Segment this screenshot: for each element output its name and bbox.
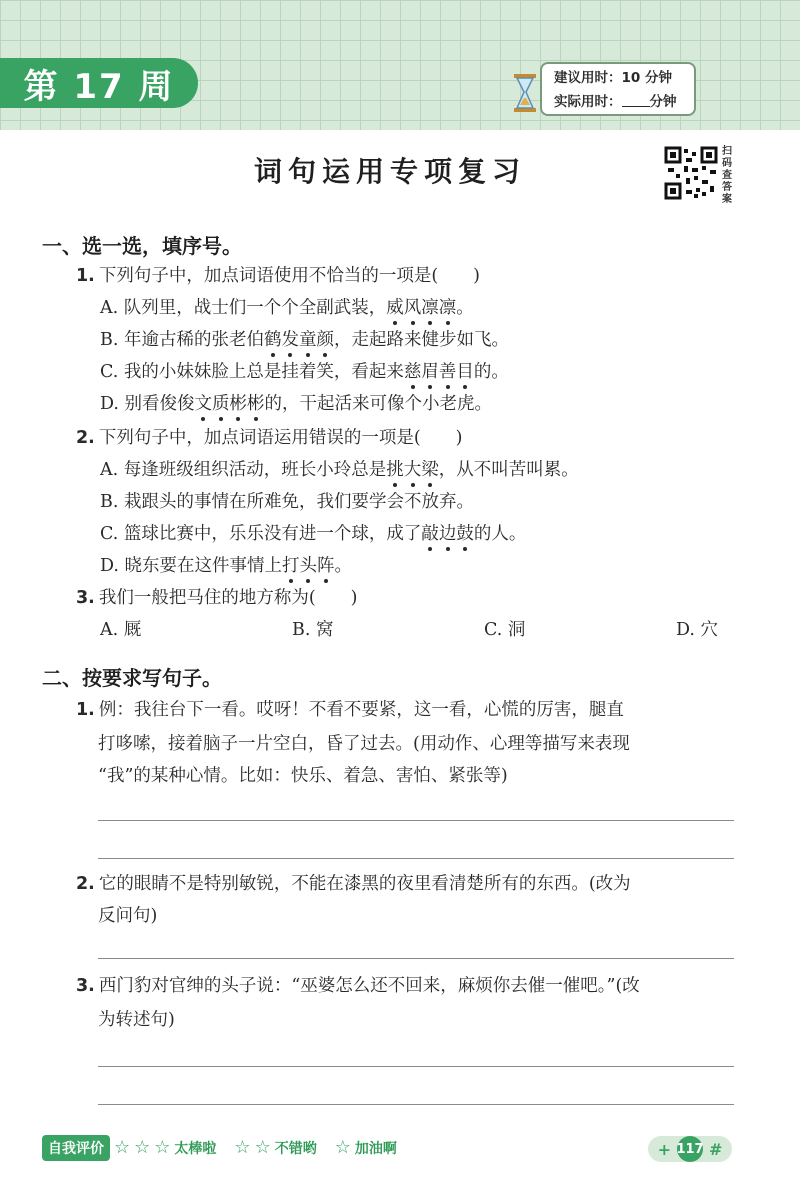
emphasis-char: 边 bbox=[439, 520, 457, 545]
question-2-1-line3: “我”的某种心情。比如：快乐、着急、害怕、紧张等) bbox=[98, 766, 508, 786]
answer-line[interactable] bbox=[98, 958, 734, 959]
actual-time: 实际用时： 分钟 bbox=[554, 94, 677, 110]
option-1-3-d: D. 穴 bbox=[676, 620, 719, 640]
self-eval-label: 自我评价 bbox=[42, 1135, 110, 1161]
actual-time-blank[interactable] bbox=[622, 92, 650, 107]
emphasis-char: 敲 bbox=[421, 520, 439, 545]
qr-code-icon[interactable] bbox=[664, 146, 718, 200]
hash-deco-icon: # bbox=[709, 1139, 723, 1159]
star-icon[interactable]: ☆ bbox=[334, 1137, 351, 1158]
week-label: 第 17 周 bbox=[23, 66, 175, 107]
eval-level-1: 加油啊 bbox=[354, 1141, 397, 1157]
question-1-3: 3. 我们一般把马住的地方称为( ) bbox=[76, 588, 358, 608]
question-1-2: 2. 下列句子中，加点词语运用错误的一项是( ) bbox=[76, 428, 463, 448]
emphasis-char: 打 bbox=[282, 552, 300, 577]
option-1-1-c: C. 我的小妹妹脸上总是挂着笑，看起来慈眉善目的。 bbox=[100, 358, 509, 383]
emphasis-char: 鹤 bbox=[264, 326, 282, 351]
emphasis-char: 彬 bbox=[247, 390, 265, 415]
option-1-3-c: C. 洞 bbox=[484, 620, 526, 640]
hourglass-icon bbox=[512, 72, 538, 114]
emphasis-char: 大 bbox=[404, 456, 422, 481]
emphasis-char: 眉 bbox=[421, 358, 439, 383]
answer-line[interactable] bbox=[98, 820, 734, 821]
option-1-3-a: A. 厩 bbox=[100, 620, 142, 640]
time-box bbox=[540, 62, 696, 116]
option-1-1-a: A. 队列里，战士们一个个全副武装，威风凛凛。 bbox=[100, 294, 474, 319]
emphasis-char: 挑 bbox=[386, 456, 404, 481]
question-2-2-line1: 2. 它的眼睛不是特别敏锐，不能在漆黑的夜里看清楚所有的东西。(改为 bbox=[76, 874, 631, 894]
page-title: 词句运用专项复习 bbox=[253, 155, 526, 188]
emphasis-char: 威 bbox=[386, 294, 404, 319]
emphasis-char: 凛 bbox=[421, 294, 439, 319]
section-1-heading: 一、选一选，填序号。 bbox=[42, 234, 242, 258]
option-1-1-b: B. 年逾古稀的张老伯鹤发童颜，走起路来健步如飞。 bbox=[100, 326, 509, 351]
answer-line[interactable] bbox=[98, 1104, 734, 1105]
eval-level-2: 不错哟 bbox=[274, 1141, 317, 1157]
question-2-3-line1: 3. 西门豹对官绅的头子说：“巫婆怎么还不回来，麻烦你去催一催吧。”(改 bbox=[76, 976, 640, 996]
plus-deco-icon: + bbox=[657, 1139, 671, 1159]
emphasis-char: 质 bbox=[212, 390, 230, 415]
self-evaluation bbox=[42, 1134, 411, 1162]
star-icon[interactable]: ☆ bbox=[154, 1137, 171, 1158]
emphasis-char: 发 bbox=[282, 326, 300, 351]
dotted-word bbox=[282, 556, 335, 576]
emphasis-char: 善 bbox=[439, 358, 457, 383]
star-icon[interactable]: ☆ bbox=[254, 1137, 271, 1158]
dotted-word bbox=[386, 460, 439, 480]
emphasis-char: 目 bbox=[456, 358, 474, 383]
question-2-1-line1: 1. 例：我往台下一看。哎呀！不看不要紧，这一看，心慌的厉害，腿直 bbox=[76, 700, 624, 720]
week-tab bbox=[0, 58, 198, 108]
emphasis-char: 阵 bbox=[317, 552, 335, 577]
question-2-2-line2: 反问句) bbox=[98, 906, 158, 926]
emphasis-char: 童 bbox=[299, 326, 317, 351]
answer-line[interactable] bbox=[98, 1066, 734, 1067]
option-1-2-b: B. 栽跟头的事情在所难免，我们要学会不放弃。 bbox=[100, 492, 474, 512]
option-1-2-c: C. 篮球比赛中，乐乐没有进一个球，成了敲边鼓的人。 bbox=[100, 520, 526, 545]
dotted-word bbox=[195, 394, 265, 414]
option-1-1-d: D. 别看俊俊文质彬彬的，干起活来可像个小老虎。 bbox=[100, 390, 492, 415]
emphasis-char: 梁 bbox=[421, 456, 439, 481]
dotted-word bbox=[386, 298, 456, 318]
emphasis-char: 风 bbox=[404, 294, 422, 319]
page-number: 117 bbox=[677, 1136, 703, 1162]
dotted-word bbox=[404, 362, 474, 382]
section-2-heading: 二、按要求写句子。 bbox=[42, 666, 222, 690]
emphasis-char: 文 bbox=[195, 390, 213, 415]
question-2-1-line2: 打哆嗦，接着脑子一片空白，昏了过去。(用动作、心理等描写来表现 bbox=[98, 734, 630, 754]
option-1-2-d: D. 晓东要在这件事情上打头阵。 bbox=[100, 552, 352, 577]
star-icon[interactable]: ☆ bbox=[114, 1137, 131, 1158]
suggested-time: 建议用时：10 分钟 bbox=[554, 70, 672, 86]
emphasis-char: 彬 bbox=[230, 390, 248, 415]
star-icon[interactable]: ☆ bbox=[134, 1137, 151, 1158]
dotted-word bbox=[421, 524, 474, 544]
question-1-1: 1. 下列句子中，加点词语使用不恰当的一项是( ) bbox=[76, 266, 480, 286]
question-2-3-line2: 为转述句) bbox=[98, 1010, 175, 1030]
star-icon[interactable]: ☆ bbox=[234, 1137, 251, 1158]
page-number-badge bbox=[648, 1136, 732, 1162]
emphasis-char: 慈 bbox=[404, 358, 422, 383]
emphasis-char: 头 bbox=[300, 552, 318, 577]
emphasis-char: 鼓 bbox=[456, 520, 474, 545]
option-1-3-b: B. 窝 bbox=[292, 620, 334, 640]
dotted-word bbox=[264, 330, 334, 350]
emphasis-char: 颜 bbox=[317, 326, 335, 351]
answer-line[interactable] bbox=[98, 858, 734, 859]
eval-level-3: 太棒啦 bbox=[174, 1141, 217, 1157]
emphasis-char: 凛 bbox=[439, 294, 457, 319]
option-1-2-a: A. 每逢班级组织活动，班长小玲总是挑大梁，从不叫苦叫累。 bbox=[100, 456, 579, 481]
qr-label: 扫码查答案 bbox=[722, 146, 732, 205]
